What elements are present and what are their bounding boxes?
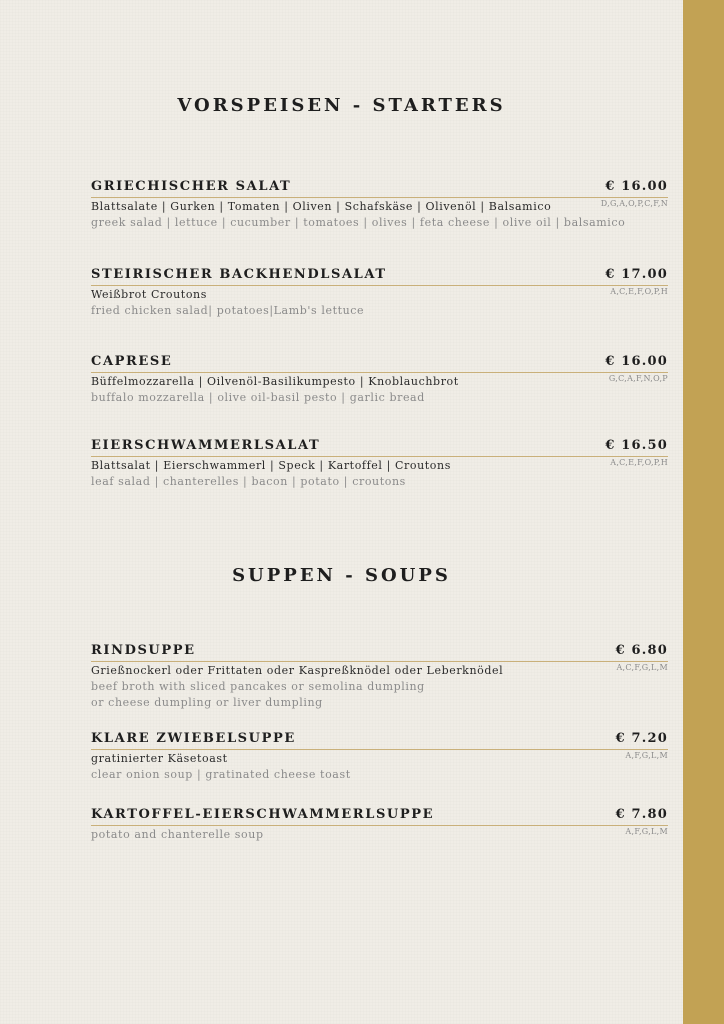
description-row xyxy=(91,373,668,389)
dish-price: € 7.80 xyxy=(615,807,668,822)
description-row xyxy=(91,198,668,214)
description-english: greek salad | lettuce | cucumber | tomatoes | olives | feta cheese | olive oil | balsamico xyxy=(91,216,626,229)
menu-item-header xyxy=(91,267,668,286)
section-title-starters: VORSPEISEN - STARTERS xyxy=(177,95,506,116)
description-row xyxy=(91,457,668,473)
description-german: Blattsalat | Eierschwammerl | Speck | Kartoffel | Croutons xyxy=(91,459,451,472)
dish-price: € 16.50 xyxy=(605,438,668,453)
description-german: Weißbrot Croutons xyxy=(91,288,207,301)
description-english: beef broth with sliced pancakes or semolina dumpling xyxy=(91,680,425,693)
description-english: clear onion soup | gratinated cheese toast xyxy=(91,768,351,781)
description-row xyxy=(91,662,668,678)
dish-price: € 17.00 xyxy=(605,267,668,282)
menu-item-klare-zwiebelsuppe xyxy=(91,731,668,783)
description-german: Grießnockerl oder Frittaten oder Kaspreßknödel oder Leberknödel xyxy=(91,664,504,677)
menu-item-header xyxy=(91,438,668,457)
dish-name: KARTOFFEL-EIERSCHWAMMERLSUPPE xyxy=(91,807,435,822)
allergen-codes: A,C,E,F,O,P,H xyxy=(610,287,668,296)
description-german: Blattsalate | Gurken | Tomaten | Oliven | Schafskäse | Olivenöl | Balsamico xyxy=(91,200,552,213)
description-row xyxy=(91,826,668,842)
menu-item-griechischer-salat xyxy=(91,179,668,231)
dish-name: STEIRISCHER BACKHENDLSALAT xyxy=(91,267,387,282)
dish-price: € 16.00 xyxy=(605,179,668,194)
description-row xyxy=(91,286,668,302)
section-title-soups: SUPPEN - SOUPS xyxy=(232,565,451,586)
dish-name: CAPRESE xyxy=(91,354,173,369)
allergen-codes: A,C,E,F,O,P,H xyxy=(610,458,668,467)
allergen-codes: D,G,A,O,P,C,F,N xyxy=(600,199,668,208)
menu-item-rindsuppe xyxy=(91,643,668,711)
dish-name: RINDSUPPE xyxy=(91,643,196,658)
description-english-line-2: or cheese dumpling or liver dumpling xyxy=(91,696,323,709)
menu-item-kartoffel-eierschwammerlsuppe xyxy=(91,807,668,842)
description-german: Büffelmozzarella | Oilvenöl-Basilikumpesto | Knoblauchbrot xyxy=(91,375,459,388)
gold-side-band xyxy=(683,0,724,1024)
description-english: potato and chanterelle soup xyxy=(91,828,264,841)
dish-name: GRIECHISCHER SALAT xyxy=(91,179,292,194)
description-row xyxy=(91,750,668,766)
description-english: leaf salad | chanterelles | bacon | potato | croutons xyxy=(91,475,406,488)
menu-item-header xyxy=(91,179,668,198)
allergen-codes: A,F,G,L,M xyxy=(625,751,668,760)
dish-price: € 16.00 xyxy=(605,354,668,369)
menu-item-header xyxy=(91,807,668,826)
dish-price: € 6.80 xyxy=(615,643,668,658)
dish-name: EIERSCHWAMMERLSALAT xyxy=(91,438,321,453)
menu-item-header xyxy=(91,354,668,373)
menu-item-caprese xyxy=(91,354,668,406)
dish-price: € 7.20 xyxy=(615,731,668,746)
description-english: buffalo mozzarella | olive oil-basil pesto | garlic bread xyxy=(91,391,425,404)
allergen-codes: A,F,G,L,M xyxy=(625,827,668,836)
menu-item-header xyxy=(91,731,668,750)
allergen-codes: A,C,F,G,L,M xyxy=(616,663,668,672)
menu-item-steirischer-backhendlsalat xyxy=(91,267,668,319)
allergen-codes: G,C,A,F,N,O,P xyxy=(608,374,668,383)
dish-name: KLARE ZWIEBELSUPPE xyxy=(91,731,296,746)
description-english: fried chicken salad| potatoes|Lamb's lettuce xyxy=(91,304,365,317)
description-german: gratinierter Käsetoast xyxy=(91,752,228,765)
menu-item-eierschwammerlsalat xyxy=(91,438,668,490)
menu-item-header xyxy=(91,643,668,662)
